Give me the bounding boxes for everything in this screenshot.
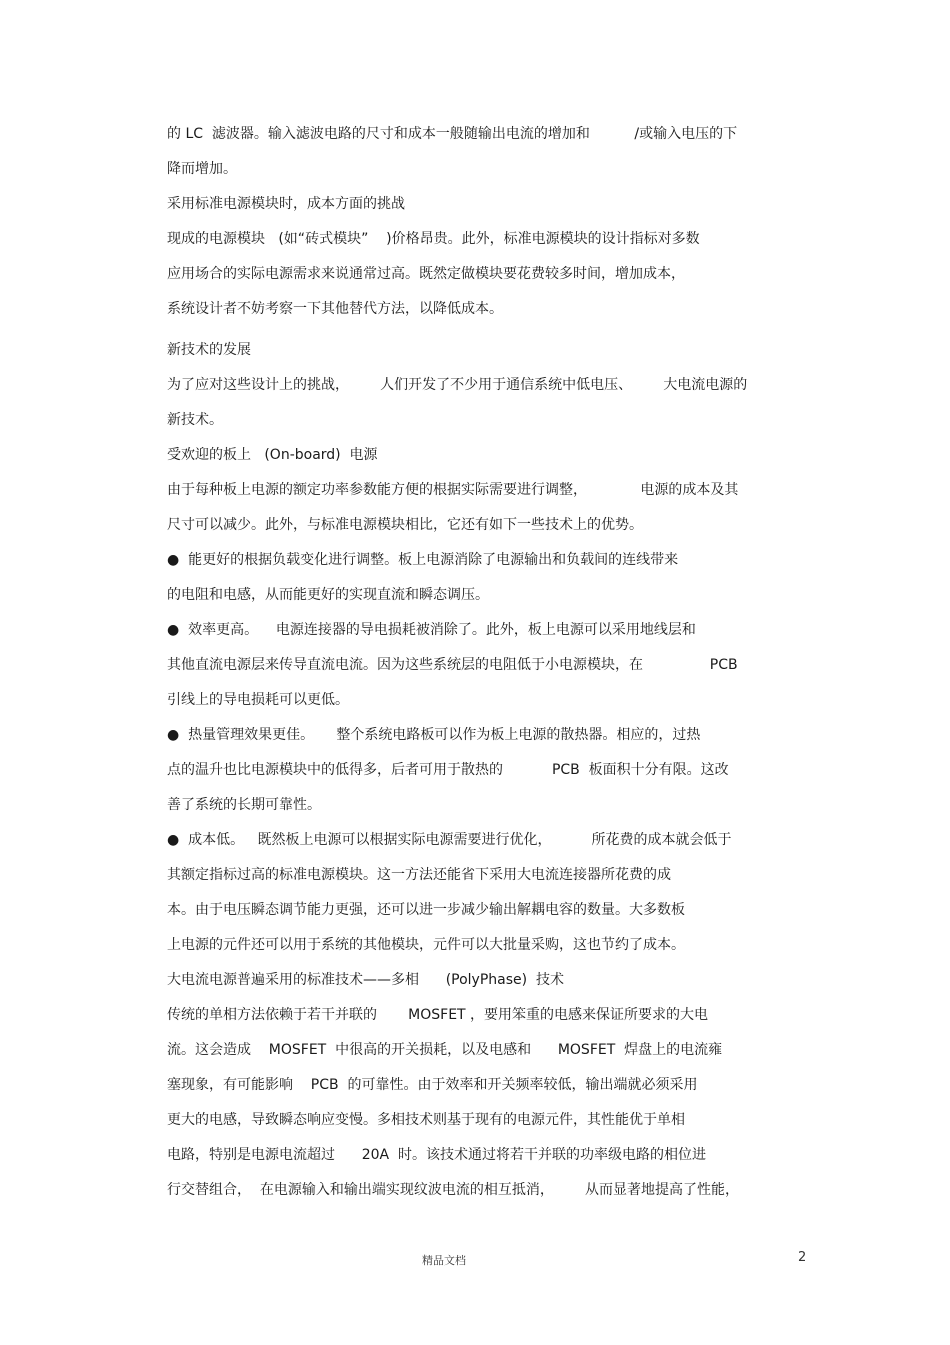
text-line: 其额定指标过高的标准电源模块。这一方法还能省下采用大电流连接器所花费的成 [167, 867, 671, 883]
text-line: 传统的单相方法依赖于若干并联的 MOSFET ，要用笨重的电感来保证所要求的大电 [167, 1007, 709, 1023]
text-line: 善了系统的长期可靠性。 [167, 797, 321, 813]
section-heading: 新技术的发展 [167, 342, 251, 358]
bullet-line: ● 成本低。 既然板上电源可以根据实际电源需要进行优化， 所花费的成本就会低于 [167, 832, 732, 848]
text-line: 更大的电感，导致瞬态响应变慢。多相技术则基于现有的电源元件，其性能优于单相 [167, 1112, 685, 1128]
section-heading: 采用标准电源模块时，成本方面的挑战 [167, 196, 405, 212]
text-line: 的 LC 滤波器。输入滤波电路的尺寸和成本一般随输出电流的增加和 /或输入电压的下 [167, 126, 738, 142]
text-line: 尺寸可以减少。此外，与标准电源模块相比，它还有如下一些技术上的优势。 [167, 517, 643, 533]
page-number: 2 [798, 1250, 807, 1265]
text-line: 为了应对这些设计上的挑战， 人们开发了不少用于通信系统中低电压、 大电流电源的 [167, 377, 748, 393]
footer-label: 精品文档 [422, 1254, 466, 1267]
section-heading: 受欢迎的板上 (On-board) 电源 [167, 447, 378, 463]
text-line: 行交替组合， 在电源输入和输出端实现纹波电流的相互抵消， 从而显著地提高了性能， [167, 1182, 740, 1198]
text-line: 系统设计者不妨考察一下其他替代方法，以降低成本。 [167, 301, 503, 317]
bullet-line: ● 热量管理效果更佳。 整个系统电路板可以作为板上电源的散热器。相应的，过热 [167, 727, 701, 743]
text-line: 塞现象，有可能影响 PCB 的可靠性。由于效率和开关频率较低，输出端就必须采用 [167, 1077, 698, 1093]
text-line: 应用场合的实际电源需求来说通常过高。既然定做模块要花费较多时间，增加成本， [167, 266, 685, 282]
text-line: 其他直流电源层来传导直流电流。因为这些系统层的电阻低于小电源模块，在 PCB [167, 657, 738, 673]
text-line: 降而增加。 [167, 161, 237, 177]
bullet-line: ● 能更好的根据负载变化进行调整。板上电源消除了电源输出和负载间的连线带来 [167, 552, 679, 568]
text-line: 的电阻和电感，从而能更好的实现直流和瞬态调压。 [167, 587, 489, 603]
text-line: 上电源的元件还可以用于系统的其他模块，元件可以大批量采购，这也节约了成本。 [167, 937, 685, 953]
text-line: 点的温升也比电源模块中的低得多，后者可用于散热的 PCB 板面积十分有限。这改 [167, 762, 729, 778]
section-heading: 大电流电源普遍采用的标准技术——多相 (PolyPhase) 技术 [167, 972, 565, 988]
text-line: 现成的电源模块 (如“砖式模块” )价格昂贵。此外，标准电源模块的设计指标对多数 [167, 231, 700, 247]
text-line: 电路，特别是电源电流超过 20A 时。该技术通过将若干并联的功率级电路的相位进 [167, 1147, 706, 1163]
bullet-line: ● 效率更高。 电源连接器的导电损耗被消除了。此外，板上电源可以采用地线层和 [167, 622, 696, 638]
text-line: 引线上的导电损耗可以更低。 [167, 692, 349, 708]
text-line: 本。由于电压瞬态调节能力更强，还可以进一步减少输出解耦电容的数量。大多数板 [167, 902, 685, 918]
text-line: 新技术。 [167, 412, 223, 428]
text-line: 由于每种板上电源的额定功率参数能方便的根据实际需要进行调整， 电源的成本及其 [167, 482, 739, 498]
text-line: 流。这会造成 MOSFET 中很高的开关损耗，以及电感和 MOSFET 焊盘上的电流雍 [167, 1042, 723, 1058]
